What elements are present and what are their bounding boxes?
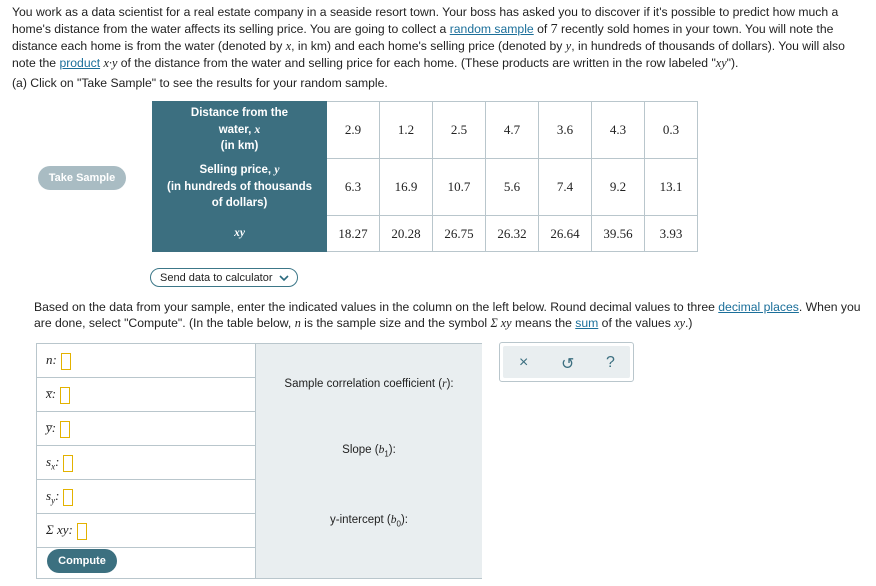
x-value: 2.9 bbox=[327, 102, 380, 159]
ybar-input[interactable] bbox=[60, 421, 70, 438]
header-text: Selling price, bbox=[199, 164, 275, 177]
instructions bbox=[34, 299, 870, 331]
input-row-ybar bbox=[37, 412, 255, 446]
part-a-instruction: (a) Click on "Take Sample" to see the results for your random sample. bbox=[12, 76, 388, 90]
y-value: 7.4 bbox=[539, 159, 592, 216]
close-icon[interactable]: × bbox=[519, 354, 529, 371]
y-value: 6.3 bbox=[327, 159, 380, 216]
xy-label: xy bbox=[715, 55, 727, 70]
xbar-label: x̅: bbox=[46, 386, 57, 401]
intro-text: , in km) and each home's selling price (denoted by bbox=[291, 39, 566, 54]
intercept-subscript: 0 bbox=[396, 519, 401, 529]
table-row-price bbox=[153, 159, 698, 216]
sigma-xy: Σ xy bbox=[490, 316, 512, 330]
instr-text: of the values bbox=[598, 316, 675, 330]
x-value: 3.6 bbox=[539, 102, 592, 159]
send-data-label: Send data to calculator bbox=[160, 272, 273, 284]
answer-panel bbox=[36, 343, 482, 579]
y-value: 9.2 bbox=[592, 159, 645, 216]
compute-button[interactable]: Compute bbox=[47, 549, 117, 573]
instr-text: Based on the data from your sample, enter the indicated values in the column on the left below. Round decimal values to three bbox=[34, 300, 719, 314]
product-link[interactable]: product bbox=[59, 55, 101, 70]
intro-text: recently sold homes in your town. You will note the distance each home is from the water (denoted by bbox=[12, 21, 834, 54]
correlation-label bbox=[256, 378, 482, 390]
var-n: n bbox=[294, 316, 301, 330]
header-text: Distance from the bbox=[190, 107, 289, 120]
sum-xy-label: Σ xy: bbox=[46, 522, 73, 537]
sx-label: s bbox=[46, 454, 52, 469]
y-value: 10.7 bbox=[433, 159, 486, 216]
var-xy: xy bbox=[674, 316, 686, 330]
intro-text: You work as a data scientist for a real estate company in a seaside resort town. Your boss has asked you to discover if it's possible to predict how much a home's distance from the water affects its selling price. You are going to collect a bbox=[12, 5, 839, 36]
output-text: y-intercept ( bbox=[330, 514, 391, 526]
input-column bbox=[37, 344, 255, 567]
output-text: ): bbox=[446, 378, 454, 390]
help-icon[interactable]: ? bbox=[606, 354, 615, 371]
x-value: 2.5 bbox=[433, 102, 486, 159]
header-var-xy: xy bbox=[234, 227, 245, 240]
input-row-sy: $s_y$: bbox=[37, 480, 255, 514]
x-value: 0.3 bbox=[645, 102, 698, 159]
decimal-places-link[interactable]: decimal places bbox=[718, 300, 799, 314]
instr-text: . When you are done, select "Compute". (In the table below, bbox=[34, 300, 861, 330]
intro-text: "). bbox=[726, 55, 739, 70]
n-label: n: bbox=[46, 352, 57, 367]
y-value: 5.6 bbox=[486, 159, 539, 216]
product-xy: x·y bbox=[103, 55, 118, 70]
input-row-sx: $s_x$: bbox=[37, 446, 255, 480]
header-text: (in hundreds of thousands bbox=[166, 180, 313, 193]
y-value: 16.9 bbox=[380, 159, 433, 216]
problem-intro bbox=[12, 4, 870, 71]
sum-xy-input[interactable] bbox=[77, 523, 87, 540]
xy-value: 26.32 bbox=[486, 216, 539, 252]
xy-value: 26.64 bbox=[539, 216, 592, 252]
xy-value: 26.75 bbox=[433, 216, 486, 252]
input-row-sum-xy bbox=[37, 514, 255, 548]
var-y: y bbox=[565, 39, 572, 54]
x-value: 1.2 bbox=[380, 102, 433, 159]
header-var-x: x bbox=[254, 123, 261, 136]
header-var-y: y bbox=[274, 164, 280, 177]
undo-icon[interactable]: ↺ bbox=[561, 356, 575, 373]
x-value: 4.3 bbox=[592, 102, 645, 159]
xbar-input[interactable] bbox=[60, 387, 70, 404]
var-b: b bbox=[378, 444, 385, 456]
intro-text: of bbox=[533, 21, 551, 36]
output-text: ): bbox=[400, 514, 408, 526]
take-sample-button[interactable]: Take Sample bbox=[38, 166, 126, 190]
instr-text: is the sample size and the symbol bbox=[300, 316, 491, 330]
output-text: Slope ( bbox=[342, 444, 379, 456]
ybar-label: y̅: bbox=[46, 420, 57, 435]
table-row-xy bbox=[153, 216, 698, 252]
row-header-xy bbox=[153, 216, 327, 252]
send-data-dropdown[interactable] bbox=[150, 268, 298, 287]
sy-input[interactable] bbox=[63, 489, 73, 506]
intro-text: of the distance from the water and selling price for each home. (These products are written in the row labeled " bbox=[117, 55, 716, 70]
toolbar-inner bbox=[503, 346, 630, 378]
header-text: water, bbox=[218, 123, 255, 136]
sx-subscript: x bbox=[51, 461, 56, 472]
slope-label bbox=[256, 444, 482, 458]
y-value: 13.1 bbox=[645, 159, 698, 216]
answer-toolbar bbox=[499, 342, 634, 382]
slope-subscript: 1 bbox=[384, 449, 389, 459]
sx-input[interactable] bbox=[63, 455, 73, 472]
row-header-price bbox=[153, 159, 327, 216]
chevron-down-icon bbox=[279, 269, 289, 295]
sy-label: s bbox=[46, 488, 52, 503]
input-row-xbar bbox=[37, 378, 255, 412]
x-value: 4.7 bbox=[486, 102, 539, 159]
intercept-label bbox=[256, 514, 482, 528]
output-text: ): bbox=[388, 444, 396, 456]
output-text: Sample correlation coefficient ( bbox=[284, 378, 443, 390]
sum-link[interactable]: sum bbox=[575, 316, 599, 330]
header-text: (in km) bbox=[220, 140, 259, 153]
instr-text: .) bbox=[685, 316, 693, 330]
sample-size: 7 bbox=[550, 21, 558, 37]
var-x: x bbox=[285, 39, 292, 54]
xy-value: 39.56 bbox=[592, 216, 645, 252]
row-header-distance bbox=[153, 102, 327, 159]
xy-value: 18.27 bbox=[327, 216, 380, 252]
var-b: b bbox=[390, 514, 397, 526]
random-sample-link[interactable]: random sample bbox=[449, 21, 534, 36]
xy-value: 20.28 bbox=[380, 216, 433, 252]
n-input[interactable] bbox=[61, 353, 71, 370]
output-column bbox=[255, 344, 482, 578]
xy-value: 3.93 bbox=[645, 216, 698, 252]
header-text: of dollars) bbox=[211, 197, 268, 210]
instr-text: means the bbox=[511, 316, 576, 330]
sample-data-table bbox=[152, 101, 698, 252]
intro-text: , in hundreds of thousands of dollars). You will also note the bbox=[12, 39, 845, 70]
table-row-distance bbox=[153, 102, 698, 159]
sy-subscript: y bbox=[51, 495, 56, 506]
input-row-n bbox=[37, 344, 255, 378]
var-r: r bbox=[442, 378, 447, 390]
